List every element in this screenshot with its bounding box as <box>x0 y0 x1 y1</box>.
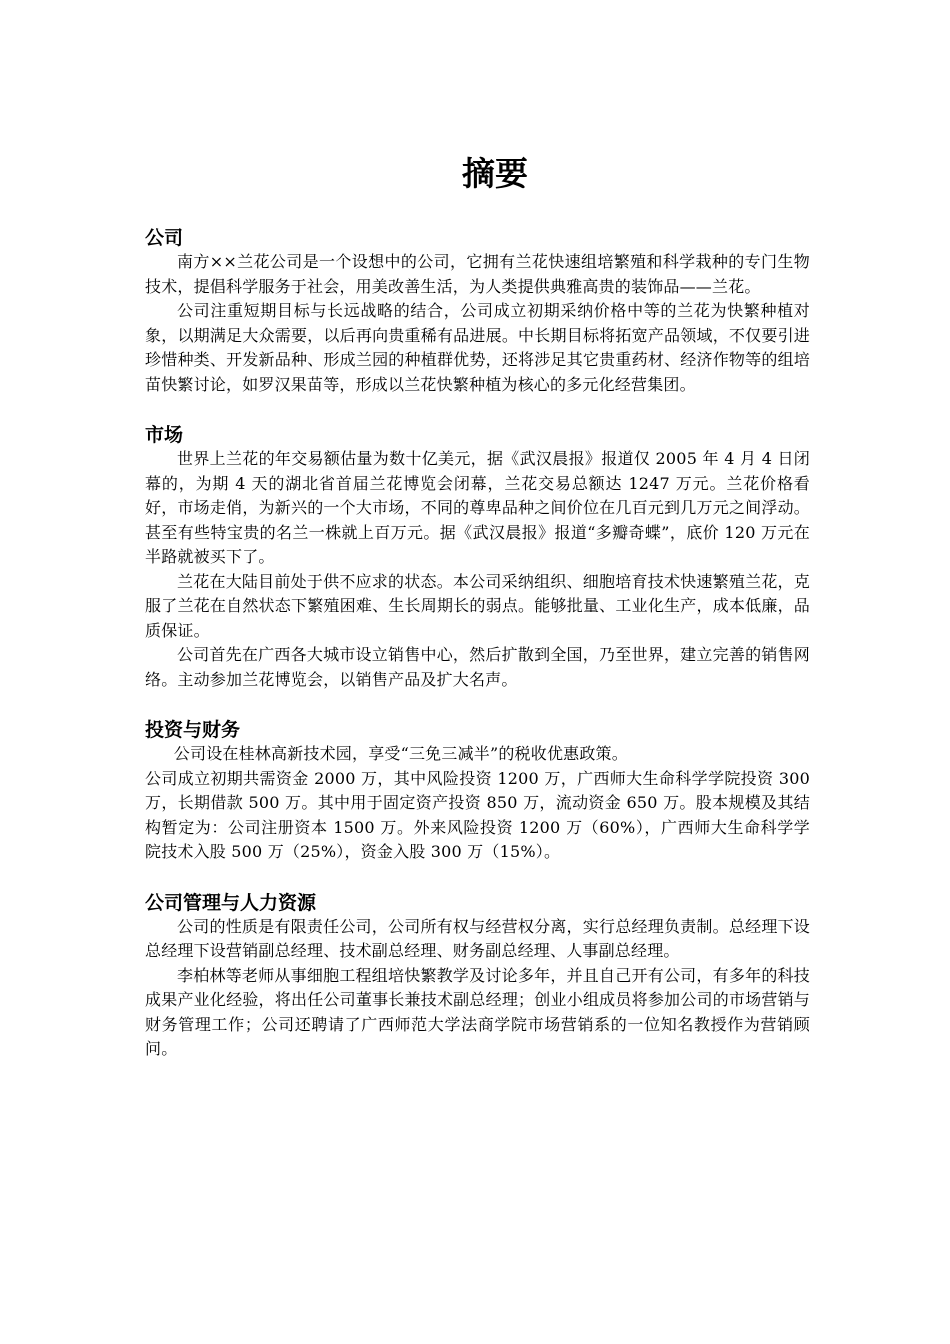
paragraph: 兰花在大陆目前处于供不应求的状态。本公司采纳组织、细胞培育技术快速繁殖兰花，克服了兰花在自然状态下繁殖困难、生长周期长的弱点。能够批量、工业化生产，成本低廉，品质保证。 <box>145 571 810 640</box>
document-title: 摘要 <box>462 154 528 193</box>
section-company <box>145 226 810 397</box>
section-heading: 公司 <box>145 227 184 249</box>
section-heading: 公司管理与人力资源 <box>145 891 317 914</box>
paragraph: 南方××兰花公司是一个设想中的公司，它拥有兰花快速组培繁殖和科学栽种的专门生物技术，提倡科学服务于社会，用美改善生活，为人类提供典雅高贵的装饰品——兰花。 <box>145 252 810 296</box>
section-market <box>145 423 810 692</box>
document-body <box>145 226 810 1088</box>
section-investment-finance <box>145 718 810 865</box>
paragraph: 公司设在桂林高新技术园，享受“三免三减半”的税收优惠政策。 <box>173 744 628 763</box>
paragraph: 公司首先在广西各大城市设立销售中心，然后扩散到全国，乃至世界，建立完善的销售网络。主动参加兰花博览会，以销售产品及扩大名声。 <box>145 645 810 689</box>
paragraph: 李柏林等老师从事细胞工程组培快繁教学及讨论多年，并且自己开有公司，有多年的科技成果产业化经验，将出任公司董事长兼技术副总经理；创业小组成员将参加公司的市场营销与财务管理工作；公司还聘请了广西师范大学法商学院市场营销系的一位知名教授作为营销顾问。 <box>145 965 810 1058</box>
paragraph: 公司注重短期目标与长远战略的结合，公司成立初期采纳价格中等的兰花为快繁种植对象，以期满足大众需要，以后再向贵重稀有品进展。中长期目标将拓宽产品领域，不仅要引进珍惜种类、开发新品种、形成兰园的种植群优势，还将涉足其它贵重药材、经济作物等的组培苗快繁讨论，如罗汉果苗等，形成以兰花快繁种植为核心的多元化经营集团。 <box>145 301 810 394</box>
paragraph: 世界上兰花的年交易额估量为数十亿美元，据《武汉晨报》报道仅 2005 年 4 月 4 日闭幕的，为期 4 天的湖北省首届兰花博览会闭幕，兰花交易总额达 1247 万元。兰花价格看好，市场走俏，为新兴的一个大市场，不同的尊卑品种之间价位在几百元到几万元之间浮动。甚至有些特宝贵的名兰一株就上百万元。据《武汉晨报》报道“多瓣奇蝶”，底价 120 万元在半路就被买下了。 <box>145 449 810 566</box>
section-management-hr <box>145 891 810 1062</box>
section-heading: 投资与财务 <box>145 719 241 741</box>
section-heading: 市场 <box>145 424 184 446</box>
paragraph: 公司的性质是有限责任公司，公司所有权与经营权分离，实行总经理负责制。总经理下设总经理下设营销副总经理、技术副总经理、财务副总经理、人事副总经理。 <box>145 916 810 960</box>
paragraph: 公司成立初期共需资金 2000 万，其中风险投资 1200 万，广西师大生命科学学院投资 300 万，长期借款 500 万。其中用于固定资产投资 850 万，流动资金 650 万。股本规模及其结构暂定为：公司注册资本 1500 万。外来风险投资 1200 万（60%），广西师大生命科学学院技术入股 500 万（25%），资金入股 300 万（15%）。 <box>145 768 810 861</box>
